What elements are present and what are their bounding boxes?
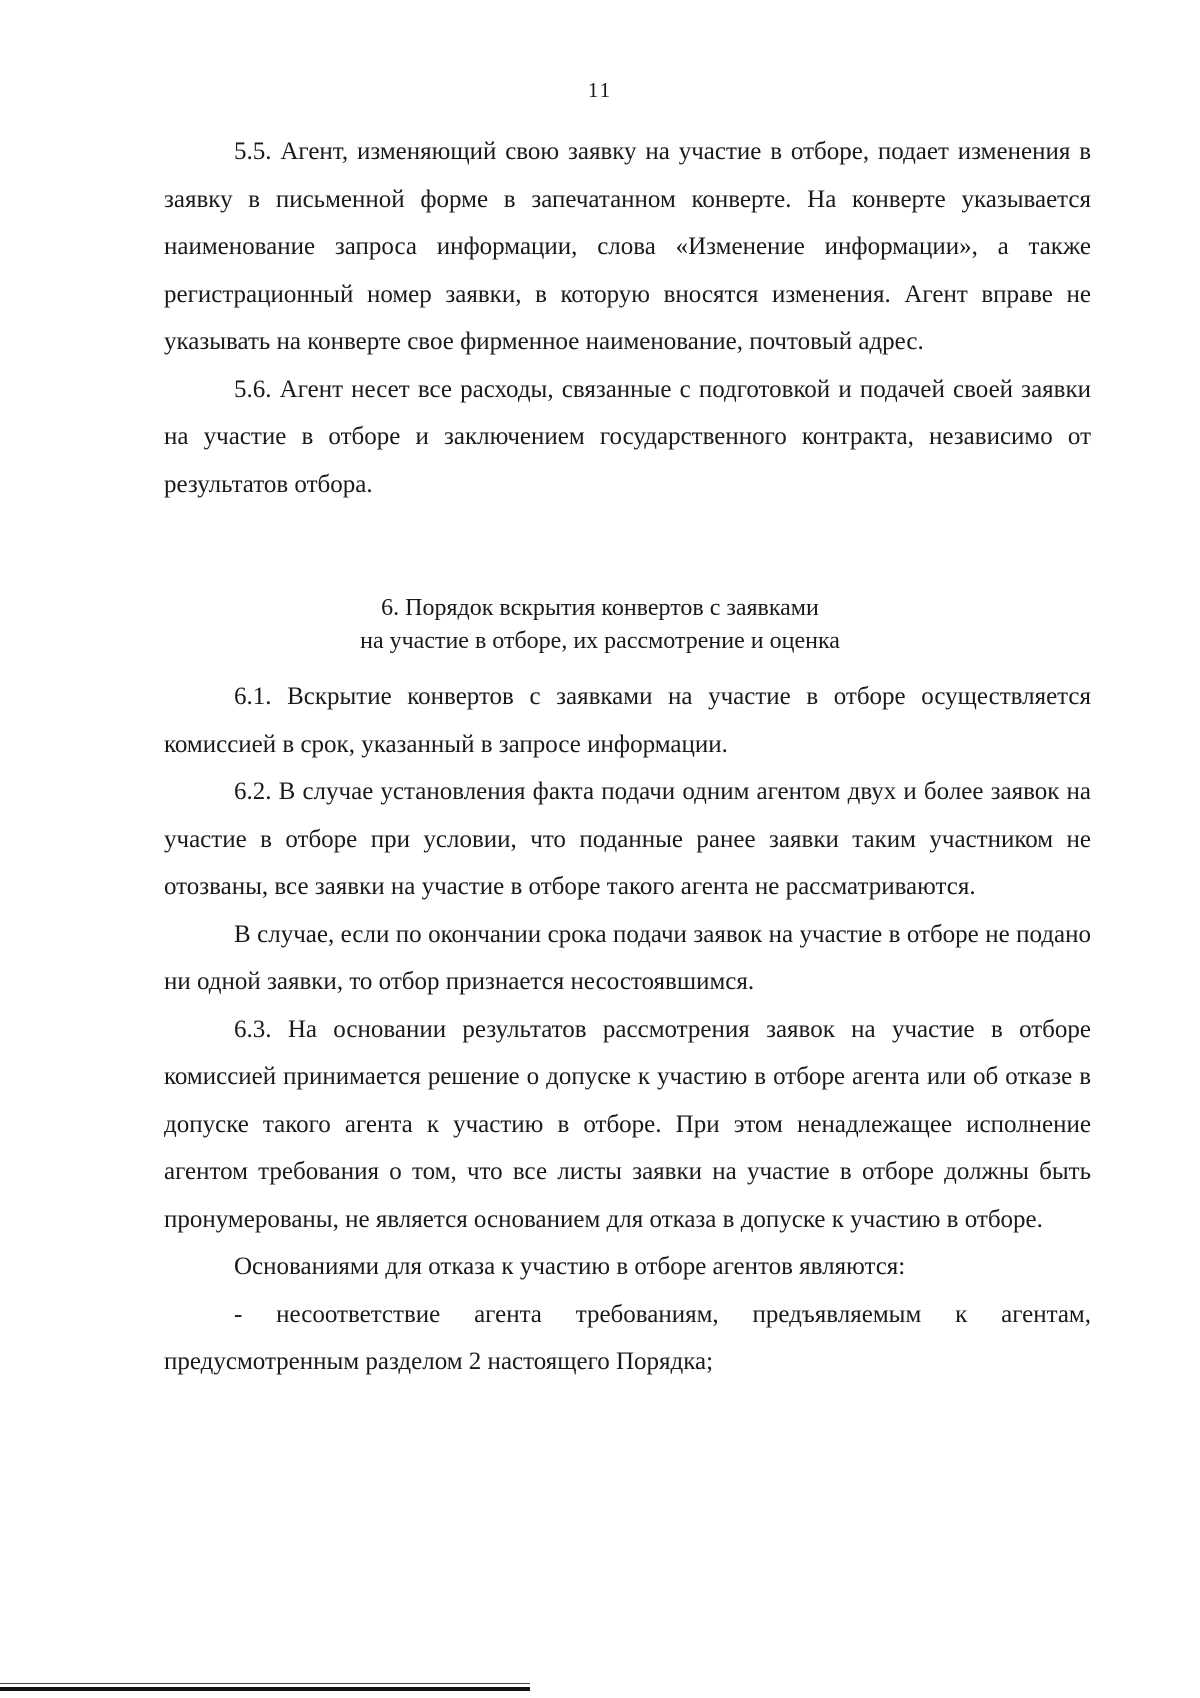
section-5-text: [164, 128, 1091, 508]
paragraph-5-6: 5.6. Агент несет все расходы, связанные с подготовкой и подачей своей заявки на участие в отборе и заключением государственного контракта, независимо от результатов отбора.: [164, 375, 1091, 498]
footer-rule-thin: [0, 1683, 530, 1684]
paragraph-6-1: 6.1. Вскрытие конвертов с заявками на участие в отборе осуществляется комиссией в срок, указанный в запросе информации.: [164, 683, 1091, 758]
section-6-text: [164, 673, 1091, 1386]
page-number: 11: [587, 78, 613, 102]
footer-rule: [0, 1687, 530, 1691]
paragraph-item-1: - несоответствие агента требованиям, предъявляемым к агентам, предусмотренным разделом 2 настоящего Порядка;: [164, 1300, 1091, 1375]
paragraph-grounds: Основаниями для отказа к участию в отборе агентов являются:: [234, 1253, 906, 1280]
paragraph-6-2: 6.2. В случае установления факта подачи одним агентом двух и более заявок на участие в отборе при условии, что поданные ранее заявки таким участником не отозваны, все заявки на участие в отборе такого агента не рассматриваются.: [164, 778, 1091, 900]
paragraph-6-3: 6.3. На основании результатов рассмотрения заявок на участие в отборе комиссией принимается решение о допуске к участию в отборе агента или об отказе в допуске такого агента к участию в отборе. При этом ненадлежащее исполнение агентом требования о том, что все листы заявки на участие в отборе должны быть пронумерованы, не является основанием для отказа в допуске к участию в отборе.: [164, 1015, 1091, 1233]
heading-line-2: на участие в отборе, их рассмотрение и оценка: [360, 628, 840, 654]
heading-line-1: 6. Порядок вскрытия конвертов с заявками: [381, 595, 819, 621]
paragraph-6-2-b: В случае, если по окончании срока подачи заявок на участие в отборе не подано ни одной заявки, то отбор признается несостоявшимся.: [164, 920, 1091, 995]
paragraph-5-5: 5.5. Агент, изменяющий свою заявку на участие в отборе, подает изменения в заявку в письменной форме в запечатанном конверте. На конверте указывается наименование запроса информации, слова «Изменение информации», а также регистрационный номер заявки, в которую вносятся изменения. Агент вправе не указывать на конверте свое фирменное наименование, почтовый адрес.: [164, 138, 1091, 355]
section-6-heading: [0, 592, 1200, 658]
